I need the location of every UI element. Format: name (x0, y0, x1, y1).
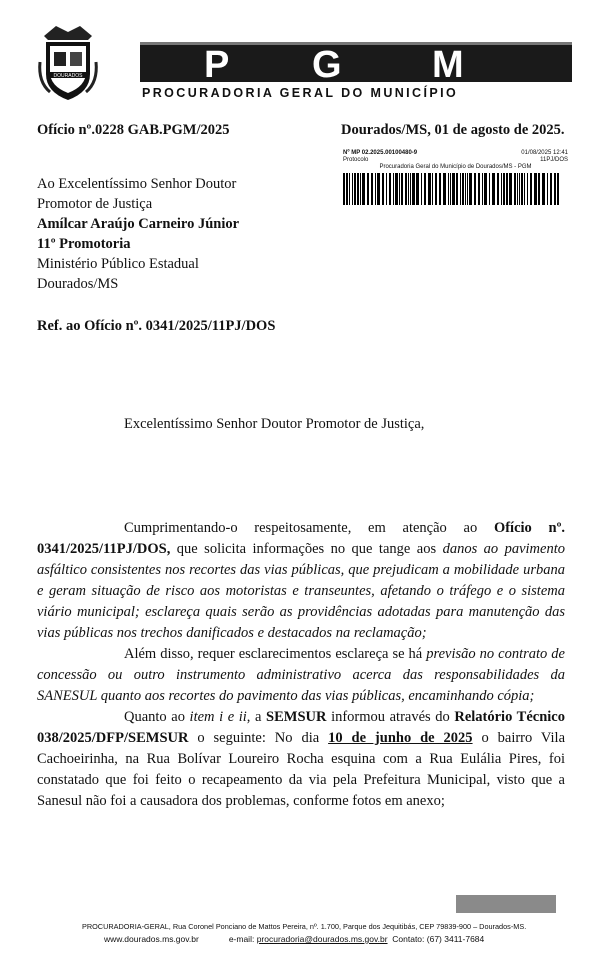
body-paragraph-3: Quanto ao item i e ii, a SEMSUR informou através do Relatório Técnico 038/2025/DFP/SEMSUR o seguinte: No dia 10 de junho de 2025 o bairro Vila Cachoeirinha, na Rua Bolívar Loureiro Rocha esquina com a Rua Eulália Pires, foi constatado que foi feito o recapeamento da via pela Prefeitura Municipal, visto que a Sanesul não foi a causadora dos problemas, conforme fotos em anexo; (37, 709, 566, 809)
barcode-bar (412, 173, 415, 205)
recipient-line1: Ao Excelentíssimo Senhor Doutor (37, 176, 237, 192)
barcode-bar (509, 173, 512, 205)
barcode-bar (506, 173, 508, 205)
protocol-datetime: 01/08/2025 12:41 (521, 150, 568, 156)
footer-email[interactable]: procuradoria@dourados.ms.gov.br (256, 934, 388, 944)
barcode-bar (530, 173, 532, 205)
pgm-logo (140, 42, 572, 82)
barcode-bar (393, 173, 394, 205)
barcode-bar (489, 173, 490, 205)
barcode-bar (503, 173, 505, 205)
crest-text: DOURADOS (53, 73, 83, 79)
barcode-bar (527, 173, 528, 205)
barcode-bar (362, 173, 365, 205)
footer-contact: Contato: (67) 3411-7684 (392, 934, 485, 944)
barcode-bar (501, 173, 502, 205)
barcode-bar (367, 173, 369, 205)
barcode-bar (554, 173, 556, 205)
barcode-bar (399, 173, 400, 205)
barcode-bar (492, 173, 495, 205)
barcode-bar (382, 173, 384, 205)
oficio-number: Ofício nº.0228 GAB.PGM/2025 (37, 122, 230, 138)
recipient-name: Amílcar Araújo Carneiro Júnior (37, 216, 240, 232)
logo-letter-g: G (312, 44, 342, 82)
recipient-city: Dourados/MS (37, 276, 119, 292)
barcode-bar (465, 173, 466, 205)
municipal-crest-logo (36, 22, 100, 102)
barcode-bar (517, 173, 518, 205)
barcode-bar (410, 173, 411, 205)
barcode-bar (439, 173, 441, 205)
barcode-bar (557, 173, 559, 205)
letter-body (37, 518, 565, 812)
salutation: Excelentíssimo Senhor Doutor Promotor de Justiça, (124, 416, 425, 432)
reference-line: Ref. ao Ofício nº. 0341/2025/11PJ/DOS (37, 318, 276, 334)
barcode-bar (371, 173, 373, 205)
barcode-bar (519, 173, 520, 205)
barcode-bar (377, 173, 380, 205)
barcode-bar (357, 173, 359, 205)
barcode-bar (484, 173, 487, 205)
barcode-bar (469, 173, 472, 205)
barcode-bar (514, 173, 516, 205)
barcode-bar (395, 173, 398, 205)
barcode-bar (482, 173, 483, 205)
recipient-line2: Promotor de Justiça (37, 196, 153, 212)
barcode-bar (354, 173, 356, 205)
barcode-bar (401, 173, 403, 205)
barcode-bar (456, 173, 458, 205)
footer-decor-bar (456, 895, 556, 913)
protocol-barcode (343, 173, 561, 205)
protocol-label: Protocolo (343, 157, 369, 163)
barcode-bar (497, 173, 499, 205)
barcode-bar (550, 173, 552, 205)
report-date: 10 de junho de 2025 (328, 730, 473, 746)
barcode-bar (462, 173, 464, 205)
barcode-bar (448, 173, 449, 205)
barcode-bar (416, 173, 419, 205)
protocol-stamp (343, 150, 568, 208)
barcode-bar (349, 173, 350, 205)
barcode-bar (443, 173, 446, 205)
barcode-bar (428, 173, 431, 205)
barcode-bar (346, 173, 348, 205)
barcode-bar (450, 173, 451, 205)
barcode-bar (432, 173, 433, 205)
protocol-dept: 11PJ/DOS (540, 157, 568, 163)
barcode-bar (534, 173, 537, 205)
footer-contacts (104, 934, 484, 944)
place-date: Dourados/MS, 01 de agosto de 2025. (341, 122, 565, 138)
barcode-bar (375, 173, 376, 205)
pgm-subtitle: PROCURADORIA GERAL DO MUNICÍPIO (142, 86, 459, 100)
protocol-id: Nº MP 02.2025.00100480-9 (343, 150, 418, 156)
barcode-bar (538, 173, 540, 205)
barcode-bar (452, 173, 455, 205)
barcode-bar (408, 173, 409, 205)
recipient-block (37, 174, 239, 294)
protocol-origin: Procuradoria Geral do Município de Dourados/MS - PGM (379, 164, 532, 170)
recipient-org: Ministério Público Estadual (37, 256, 199, 272)
barcode-bar (405, 173, 407, 205)
barcode-bar (524, 173, 525, 205)
barcode-bar (424, 173, 426, 205)
footer-website[interactable]: www.dourados.ms.gov.br (104, 934, 199, 944)
barcode-bar (389, 173, 391, 205)
body-paragraph-1: Cumprimentando-o respeitosamente, em atenção ao Ofício nº. 0341/2025/11PJ/DOS, que solicita informações no que tange aos danos ao pavimento asfáltico consistentes nos recortes das vias públicas, que prejudicam a mobilidade urbana e geram situação de risco aos motoristas e transeuntes, afetando o tráfego e o sistema viário municipal; esclareça quais serão as providências adotadas para manutenção das vias públicas nos trechos danificados e destacados na reclamação; (37, 520, 565, 641)
barcode-bar (343, 173, 345, 205)
barcode-bar (386, 173, 387, 205)
barcode-bar (467, 173, 468, 205)
logo-letter-p: P (204, 44, 230, 82)
barcode-bar (352, 173, 353, 205)
barcode-bar (460, 173, 461, 205)
barcode-bar (547, 173, 548, 205)
barcode-bar (435, 173, 437, 205)
barcode-bar (474, 173, 476, 205)
barcode-bar (478, 173, 480, 205)
footer-email-label: e-mail: (228, 934, 257, 944)
body-paragraph-2: Além disso, requer esclarecimentos esclareça se há previsão no contrato de concessão ou outro instrumento administrativo acerca das responsabilidades da SANESUL quanto aos recortes do pavimento das vias públicas, encaminhando cópia; (37, 646, 565, 704)
barcode-bar (360, 173, 361, 205)
barcode-bar (421, 173, 422, 205)
barcode-bar (542, 173, 545, 205)
logo-letter-m: M (432, 44, 464, 82)
footer-address: PROCURADORIA-GERAL, Rua Coronel Ponciano de Mattos Pereira, nº. 1.700, Parque dos Jequitibás, CEP 79839-900 – Dourados-MS. (82, 922, 527, 931)
recipient-promotoria: 11º Promotoria (37, 236, 131, 252)
barcode-bar (521, 173, 523, 205)
